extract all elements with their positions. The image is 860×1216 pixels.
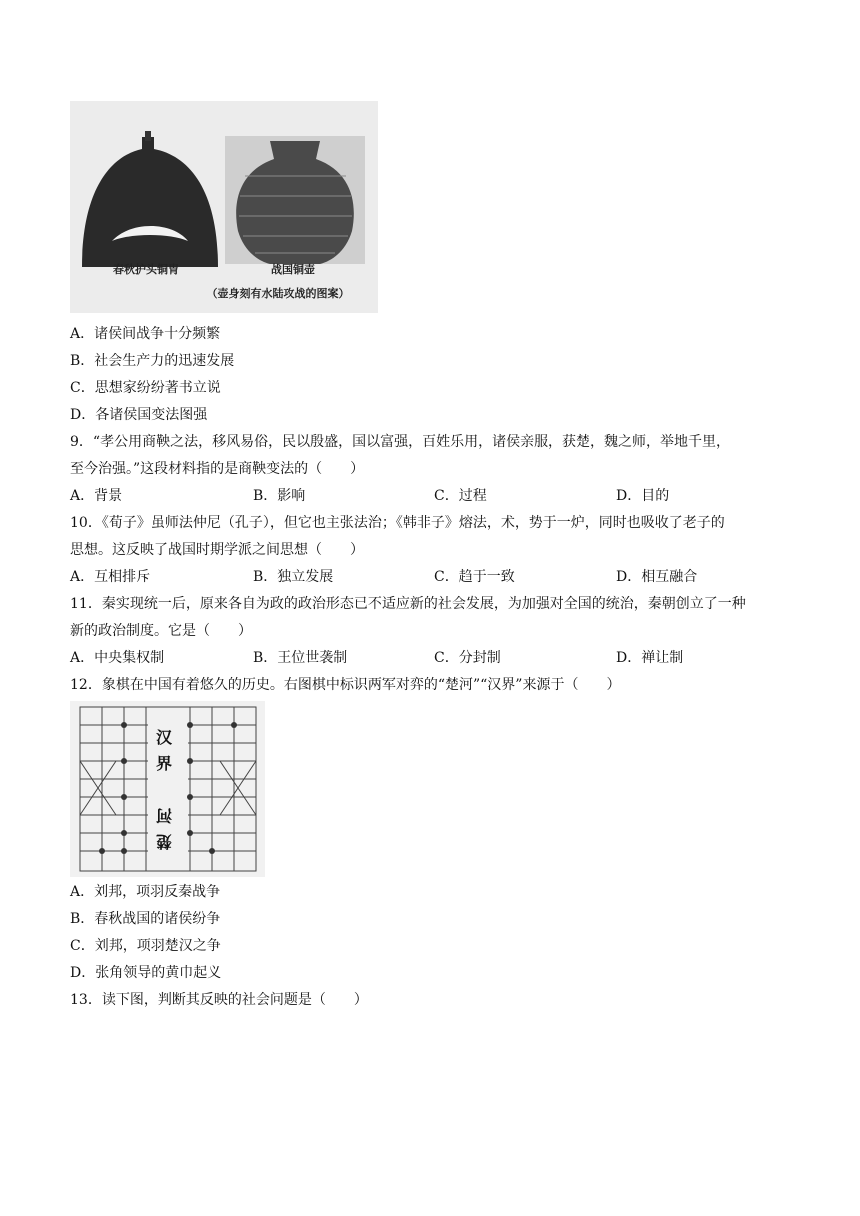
bronze-helmet-image bbox=[70, 101, 378, 313]
bronze-artifacts-figure bbox=[70, 101, 378, 313]
q12-option-d: D．张角领导的黄巾起义 bbox=[70, 965, 222, 981]
q13-stem: 13．读下图，判断其反映的社会问题是（ ） bbox=[70, 992, 368, 1008]
q12-option-b: B．春秋战国的诸侯纷争 bbox=[70, 911, 221, 927]
pot-caption-note: （壶身刻有水陆攻战的图案） bbox=[206, 287, 350, 300]
chinese-chess-board-figure bbox=[70, 701, 265, 877]
bronze-pot-image bbox=[225, 136, 365, 264]
board-label-han: 汉 bbox=[156, 728, 173, 747]
board-label-jie: 界 bbox=[156, 754, 173, 773]
pot-caption: 战国铜壶 bbox=[271, 263, 315, 276]
q12-stem: 12．象棋在中国有着悠久的历史。右图棋中标识两军对弈的“楚河”“汉界”来源于（ ） bbox=[70, 677, 621, 693]
q11-option-d: D．禅让制 bbox=[616, 650, 684, 666]
q11-option-b: B．王位世袭制 bbox=[253, 650, 348, 666]
q8-option-b: B．社会生产力的迅速发展 bbox=[70, 353, 235, 369]
q8-option-a: A．诸侯间战争十分频繁 bbox=[70, 326, 221, 342]
q9-stem-line1: 9．“孝公用商鞅之法，移风易俗，民以殷盛，国以富强，百姓乐用，诸侯亲服，获楚，魏之师，举地千里， bbox=[70, 434, 731, 450]
q11-option-c: C．分封制 bbox=[434, 650, 501, 666]
q10-stem-line1: 10．《荀子》虽师法仲尼（孔子），但它也主张法治；《韩非子》熔法，术，势于一炉，同时也吸收了老子的 bbox=[70, 515, 725, 531]
q10-stem-line2: 思想。这反映了战国时期学派之间思想（ ） bbox=[70, 542, 364, 558]
board-label-chu: 楚 bbox=[156, 832, 173, 851]
q12-option-c: C．刘邦，项羽楚汉之争 bbox=[70, 938, 221, 954]
q9-option-d: D．目的 bbox=[616, 488, 670, 504]
q11-option-a: A．中央集权制 bbox=[70, 650, 165, 666]
board-label-he: 河 bbox=[156, 806, 173, 825]
q8-option-d: D．各诸侯国变法图强 bbox=[70, 407, 208, 423]
q10-option-c: C．趋于一致 bbox=[434, 569, 515, 585]
q10-option-d: D．相互融合 bbox=[616, 569, 698, 585]
q8-option-c: C．思想家纷纷著书立说 bbox=[70, 380, 221, 396]
q9-stem-line2: 至今治强。”这段材料指的是商鞅变法的（ ） bbox=[70, 461, 365, 477]
q9-option-b: B．影响 bbox=[253, 488, 306, 504]
q10-option-b: B．独立发展 bbox=[253, 569, 334, 585]
q11-stem-line1: 11．秦实现统一后，原来各自为政的政治形态已不适应新的社会发展，为加强对全国的统治，秦朝创立了一种 bbox=[70, 596, 746, 612]
q9-option-a: A．背景 bbox=[70, 488, 123, 504]
q9-option-c: C．过程 bbox=[434, 488, 487, 504]
q12-option-a: A．刘邦，项羽反秦战争 bbox=[70, 884, 221, 900]
q10-option-a: A．互相排斥 bbox=[70, 569, 151, 585]
q11-stem-line2: 新的政治制度。它是（ ） bbox=[70, 623, 252, 639]
helmet-caption: 春秋护头铜胄 bbox=[113, 263, 179, 276]
